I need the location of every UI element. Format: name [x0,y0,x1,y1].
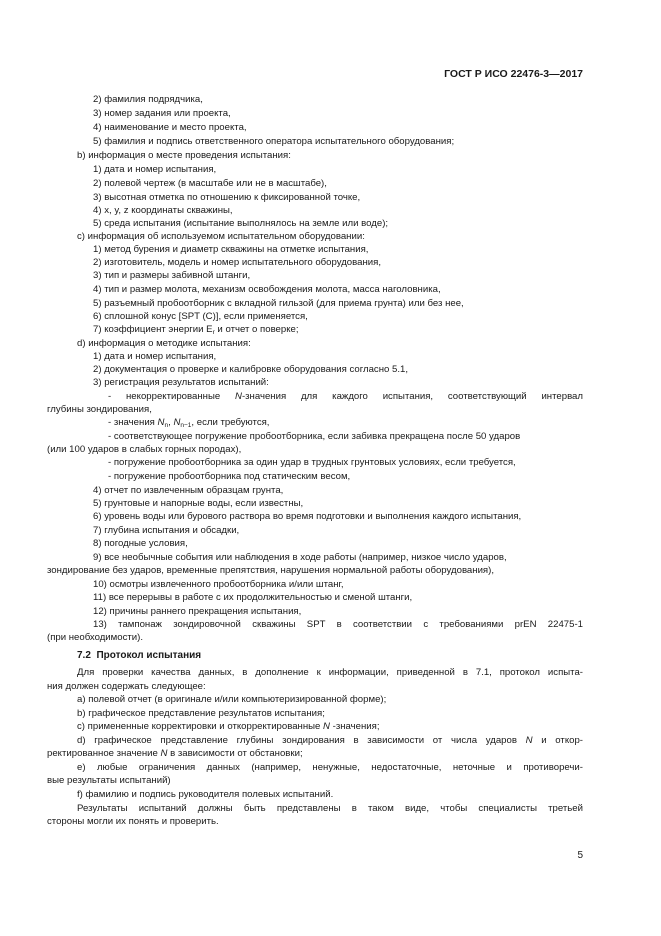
list-item: 7) глубина испытания и обсадки, [93,525,240,536]
list-item: 1) дата и номер испытания, [93,164,217,175]
list-item: 13) тампонаж зондировочной скважины SPT в соответствии с требованиями prEN 22475-1 [93,619,583,630]
list-item: 7) коэффициент энергии $E_r$ и отчет о поверке; [93,324,299,336]
document-header: ГОСТ Р ИСО 22476-3—2017 [444,68,583,80]
list-item: 1) метод бурения и диаметр скважины на отметке испытания, [93,244,369,255]
list-item: 4) тип и размер молота, механизм освобождения молота, масса наголовника, [93,284,441,295]
continuation-line: зондирование без ударов, временные препятствия, нарушения нормальной работы оборудования), [47,565,494,576]
list-item: 5) разъемный пробоотборник с вкладной гильзой (для приема грунта) или без нее, [93,298,464,309]
continuation-line: ректированное значение N в зависимости от обстановки; [47,748,303,759]
list-item: 4) наименование и место проекта, [93,122,247,133]
list-item: 8) погодные условия, [93,538,188,549]
list-item: 3) высотная отметка по отношению к фиксированной точке, [93,192,361,203]
list-item: 5) фамилия и подпись ответственного оператора испытательного оборудования; [93,136,455,147]
section-heading [77,650,201,661]
list-item: 5) среда испытания (испытание выполнялось на земле или воде); [93,218,389,229]
sub-list-item: - некорректированные N-значения для каждого испытания, соответствующий интервал [108,391,583,402]
list-item: 6) сплошной конус [SPT (C)], если применяется, [93,311,308,322]
page-number: 5 [577,850,583,861]
continuation-line: (или 100 ударов в слабых горных породах), [47,444,242,455]
list-item: 6) уровень воды или бурового раствора во время подготовки и выполнения каждого испытания, [93,511,522,522]
sub-list-item: - соответствующее погружение пробоотборника, если забивка прекращена после 50 ударов [108,431,521,442]
list-item: e) любые ограничения данных (например, ненужные, недостаточные, неточные и противоречи- [77,762,583,773]
list-item: 4) отчет по извлеченным образцам грунта, [93,485,284,496]
sub-list-item: - погружение пробоотборника за один удар в трудных грунтовых условиях, если требуется, [108,457,516,468]
list-item: 12) причины раннего прекращения испытания, [93,606,302,617]
continuation-line: вые результаты испытаний) [47,775,171,786]
list-item: 2) фамилия подрядчика, [93,94,203,105]
list-item: 3) регистрация результатов испытаний: [93,377,269,388]
list-heading: b) информация о месте проведения испытания: [77,150,291,161]
list-item: 4) x, y, z координаты скважины, [93,205,233,216]
list-item: 1) дата и номер испытания, [93,351,217,362]
list-item: 3) тип и размеры забивной штанги, [93,270,251,281]
list-item: a) полевой отчет (в оригинале и/или компьютеризированной форме); [77,694,387,705]
list-item: 11) все перерывы в работе с их продолжительностью и сменой штанги, [93,592,413,603]
section-number: 7.2 [77,650,91,661]
list-item: f) фамилию и подпись руководителя полевых испытаний. [77,789,334,800]
section-title: Протокол испытания [96,650,202,661]
list-item: 10) осмотры извлеченного пробоотборника и/или штанг, [93,579,344,590]
list-item: 2) документация о проверке и калибровке оборудования согласно 5.1, [93,364,409,375]
paragraph: Для проверки качества данных, в дополнение к информации, приведенной в 7.1, протокол испыта- [77,667,583,678]
list-item: 3) номер задания или проекта, [93,108,231,119]
list-item: 5) грунтовые и напорные воды, если известны, [93,498,304,509]
continuation-line: глубины зондирования, [47,404,152,415]
list-item: 2) полевой чертеж (в масштабе или не в масштабе), [93,178,327,189]
continuation-line: (при необходимости). [47,632,144,643]
list-item: d) графическое представление глубины зондирования в зависимости от числа ударов N и откор- [77,735,583,746]
list-item: 2) изготовитель, модель и номер испытательного оборудования, [93,257,381,268]
continuation-line: стороны могли их понять и проверить. [47,816,219,827]
list-heading: d) информация о методике испытания: [77,338,251,349]
list-item: 9) все необычные события или наблюдения в ходе работы (например, низкое число ударов, [93,552,507,563]
sub-list-item: - погружение пробоотборника под статическим весом, [108,471,351,482]
sub-list-item: - значения $N_n$, $N_{n-1}$, если требуются, [108,417,270,429]
continuation-line: ния должен содержать следующее: [47,681,206,692]
list-item: c) примененные корректировки и откорректированные N -значения; [77,721,380,732]
list-heading: c) информация об используемом испытательном оборудовании: [77,231,365,242]
paragraph: Результаты испытаний должны быть представлены в таком виде, чтобы специалисты третьей [77,803,583,814]
list-item: b) графическое представление результатов испытания; [77,708,325,719]
